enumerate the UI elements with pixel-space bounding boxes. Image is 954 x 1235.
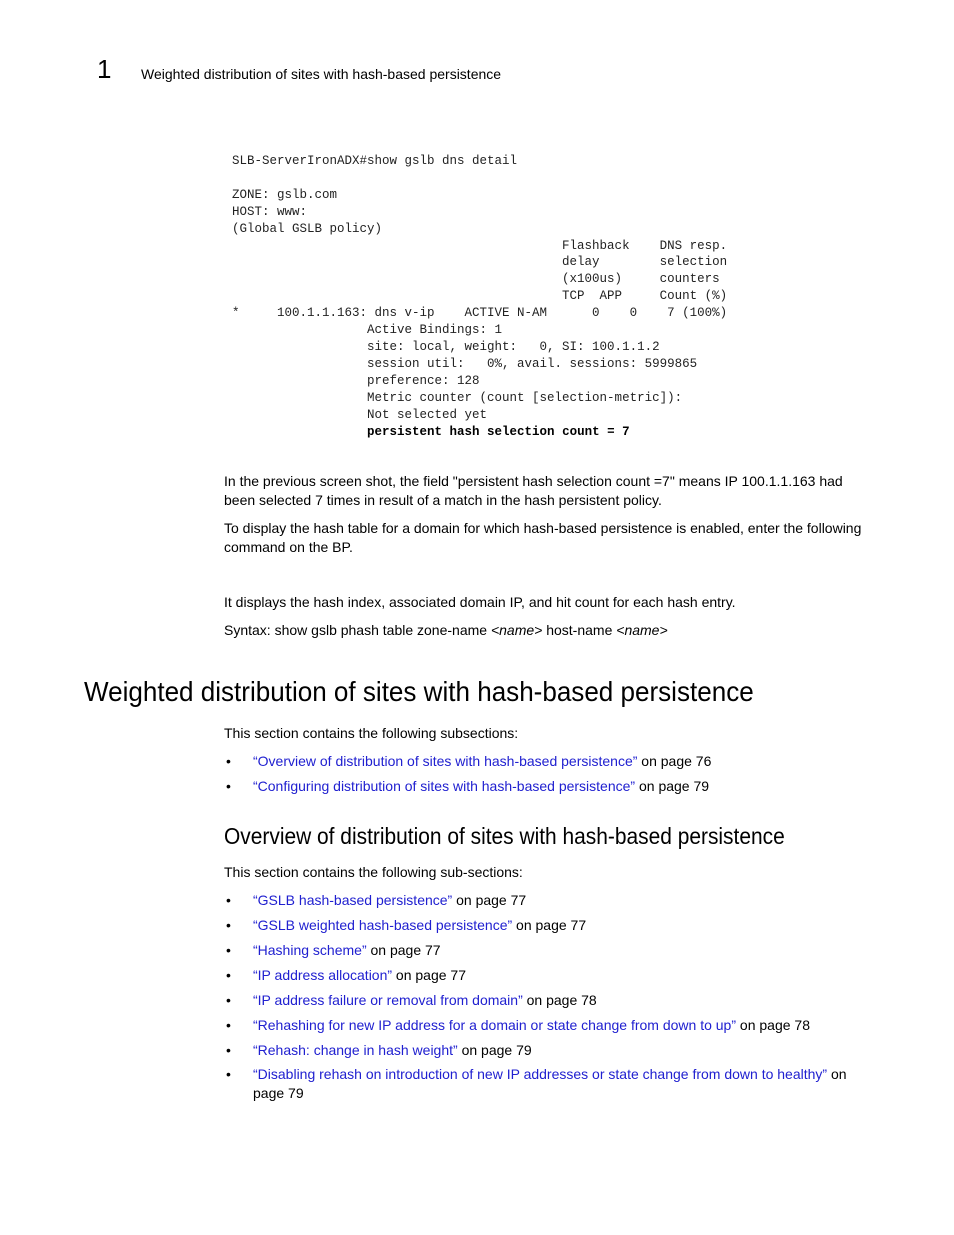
bullet-icon: • <box>226 778 231 794</box>
page-reference: on page 78 <box>736 1017 810 1033</box>
section-intro: This section contains the following subsections: <box>224 725 519 741</box>
page-reference: on page 79 <box>635 778 710 794</box>
list-item <box>224 916 874 935</box>
list-item <box>224 777 874 796</box>
chapter-number: 1 <box>97 54 112 84</box>
cli-output-highlight: persistent hash selection count = 7 <box>367 424 630 439</box>
syntax-arg-host: <name> <box>616 622 668 638</box>
syntax-line <box>224 622 668 639</box>
paragraph-hash-table-intro: To display the hash table for a domain for which hash-based persistence is enabled, enter the following command on the BP. <box>224 520 862 555</box>
cli-output-block <box>232 153 727 440</box>
cross-reference-link[interactable]: “GSLB weighted hash-based persistence” <box>253 917 513 933</box>
cross-reference-link[interactable]: “IP address allocation” <box>253 967 393 983</box>
syntax-label: Syntax: <box>224 622 271 638</box>
page-reference: on page 76 <box>637 753 712 769</box>
bullet-icon: • <box>226 753 231 769</box>
subsection-link-list <box>224 891 874 1103</box>
page-reference: on page 77 <box>392 967 467 983</box>
list-item <box>224 966 874 985</box>
bullet-icon: • <box>226 942 231 958</box>
running-header-title: Weighted distribution of sites with hash-based persistence <box>141 66 502 82</box>
bullet-icon: • <box>226 1042 231 1058</box>
syntax-keyword-host: host-name <box>546 622 613 638</box>
cli-output-text: SLB-ServerIronADX#show gslb dns detail ZONE: gslb.com HOST: www: (Global GSLB policy) Flashback DNS resp. delay selection (x100us) counters TCP APP Count (%) * 100.1.1.163: dns v-ip ACTIVE N-AM 0 0 7 (100%) Active Bindings: 1 site: local, weight: 0, SI: 100.1.1.2 session util: 0%, avail. sessions: 5999865 preference: 128 Metric counter (count [selection-metric]): Not selected yet <box>232 154 728 422</box>
section-link-list <box>224 752 874 796</box>
paragraph-hash-table-description: It displays the hash index, associated domain IP, and hit count for each hash entry. <box>224 594 736 610</box>
page-reference: on page 78 <box>522 992 597 1008</box>
cross-reference-link[interactable]: “Rehashing for new IP address for a domain or state change from down to up” <box>253 1017 737 1033</box>
cross-reference-link[interactable]: “Rehash: change in hash weight” <box>253 1042 458 1058</box>
cross-reference-link[interactable]: “Overview of distribution of sites with hash-based persistence” <box>253 753 638 769</box>
page-reference: on page 79 <box>253 1066 847 1101</box>
list-item <box>224 1041 874 1060</box>
page-reference: on page 77 <box>366 942 441 958</box>
cross-reference-link[interactable]: “Disabling rehash on introduction of new IP addresses or state change from down to healthy” <box>253 1066 828 1082</box>
bullet-icon: • <box>226 892 231 908</box>
cli-output-indent <box>232 425 367 439</box>
bullet-icon: • <box>226 967 231 983</box>
syntax-arg-zone: <name> <box>490 622 543 638</box>
subsection-intro: This section contains the following sub-sections: <box>224 864 523 880</box>
cross-reference-link[interactable]: “GSLB hash-based persistence” <box>253 892 453 908</box>
list-item <box>224 891 874 910</box>
list-item <box>224 991 874 1010</box>
bullet-icon: • <box>226 992 231 1008</box>
bullet-icon: • <box>226 1066 231 1082</box>
bullet-icon: • <box>226 1017 231 1033</box>
list-item <box>224 1016 874 1035</box>
subsection-heading: Overview of distribution of sites with hash-based persistence <box>224 823 785 849</box>
list-item <box>224 752 874 771</box>
page-reference: on page 77 <box>512 917 587 933</box>
section-heading: Weighted distribution of sites with hash-based persistence <box>84 676 754 707</box>
cross-reference-link[interactable]: “Hashing scheme” <box>253 942 367 958</box>
bullet-icon: • <box>226 917 231 933</box>
paragraph-screen-shot-explanation: In the previous screen shot, the field "persistent hash selection count =7" means IP 100.1.1.163 had been selected 7 times in result of a match in the hash persistent policy. <box>224 473 843 508</box>
page-reference: on page 77 <box>452 892 527 908</box>
cross-reference-link[interactable]: “IP address failure or removal from domain” <box>253 992 523 1008</box>
list-item <box>224 941 874 960</box>
syntax-command: show gslb phash table zone-name <box>274 622 488 638</box>
cross-reference-link[interactable]: “Configuring distribution of sites with hash-based persistence” <box>253 778 636 794</box>
page-reference: on page 79 <box>457 1042 532 1058</box>
list-item <box>224 1065 874 1103</box>
